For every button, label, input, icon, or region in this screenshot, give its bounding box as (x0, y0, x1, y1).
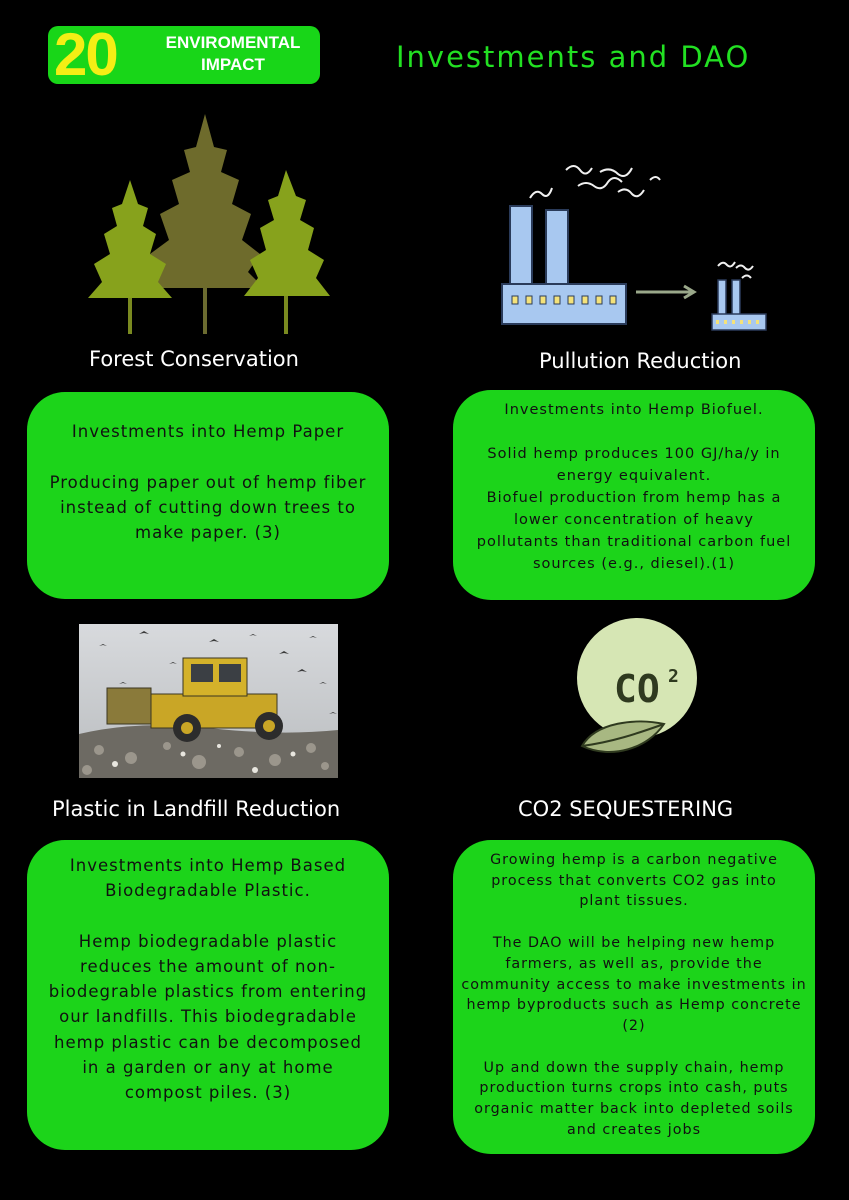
header-badge (48, 21, 320, 88)
co2-card-body-2: The DAO will be helping new hemp farmers, as well as, provide the community access to make investments in hemp byproducts such as Hemp concrete (2) (461, 935, 807, 1034)
forest-card-title: Investments into Hemp Paper (71, 422, 345, 441)
forest-caption: Forest Conservation (89, 347, 299, 371)
arrow-right-icon (636, 286, 694, 298)
page-title: Investments and DAO (396, 40, 751, 74)
factory-icon (500, 158, 785, 333)
big-factory (502, 206, 626, 324)
pollution-card (453, 390, 815, 600)
landfill-card-body: Hemp biodegradable plastic reduces the amount of non-biodegrable plastics from entering our landfills. This biodegradable hemp plastic can be decomposed in a garden or any at home compost piles. (3) (48, 931, 368, 1103)
forest-card-body: Producing paper out of hemp fiber instead of cutting down trees to make paper. (3) (49, 473, 367, 542)
small-factory (712, 280, 766, 330)
badge-label-line2: IMPACT (201, 55, 265, 74)
forest-card (27, 392, 389, 599)
landfill-card-title: Investments into Hemp Based Biodegradable Plastic. (69, 856, 347, 901)
co2-card (453, 840, 815, 1154)
pollution-card-body-1: Solid hemp produces 100 GJ/ha/y in energy equivalent. (487, 446, 781, 484)
pollution-card-body-2: Biofuel production from hemp has a lower concentration of heavy pollutants than traditional carbon fuel sources (e.g., diesel).(1) (476, 490, 792, 572)
badge-label-line1: ENVIROMENTAL (165, 33, 301, 52)
co2-leaf-icon (576, 614, 702, 766)
co2-caption: CO2 SEQUESTERING (518, 797, 734, 821)
pollution-caption: Pullution Reduction (539, 349, 742, 373)
co2-icon-text: CO (614, 667, 660, 711)
landfill-caption: Plastic in Landfill Reduction (52, 797, 341, 821)
landfill-card (27, 840, 389, 1150)
badge-number: 20 (54, 21, 117, 88)
co2-card-body-3: Up and down the supply chain, hemp production turns crops into cash, puts organic matter back into depleted soils and creates jobs (474, 1059, 794, 1138)
pollution-card-title: Investments into Hemp Biofuel. (504, 402, 764, 418)
co2-icon-superscript: 2 (668, 666, 679, 687)
landfill-photo (79, 624, 338, 778)
co2-card-body-1: Growing hemp is a carbon negative process that converts CO2 gas into plant tissues. (490, 852, 778, 910)
badge-label (150, 32, 316, 76)
pine-trees-icon (84, 112, 334, 337)
pine-tree-center (146, 114, 264, 334)
